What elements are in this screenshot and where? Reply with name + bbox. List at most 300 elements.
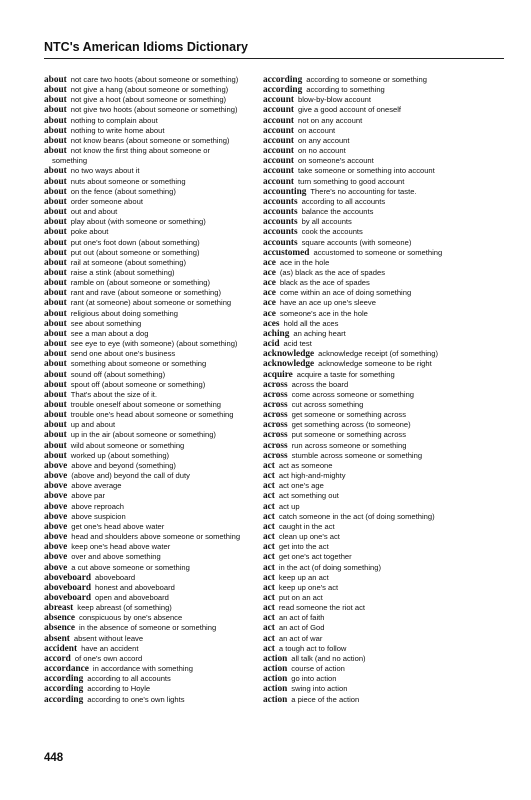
entry-keyword: act — [263, 643, 275, 654]
entry-row — [44, 278, 270, 288]
entry-phrase: rant (at someone) about someone or something — [70, 298, 232, 308]
entry-phrase: square accounts (with someone) — [301, 237, 412, 247]
entry-keyword: action — [263, 674, 288, 685]
entry-keyword: about — [44, 237, 67, 248]
entry-phrase: cut across something — [291, 400, 364, 409]
entry-row — [263, 380, 489, 390]
entry-phrase: all talk (and no action) — [291, 653, 366, 663]
entry-keyword: ace — [263, 308, 276, 319]
entry-keyword: absent — [44, 633, 70, 644]
entry-row — [44, 319, 270, 329]
entry-keyword: above — [44, 460, 68, 471]
entry-row — [44, 674, 270, 684]
entry-row — [263, 278, 489, 288]
right-column — [263, 75, 489, 705]
entry-keyword: about — [44, 389, 67, 400]
entry-keyword: according — [44, 684, 84, 695]
entry-row — [263, 481, 489, 491]
entry-keyword: about — [44, 217, 67, 228]
entry-phrase: put on an act — [278, 592, 323, 602]
entry-keyword: act — [263, 552, 275, 563]
entry-row — [44, 400, 270, 410]
entry-row — [44, 238, 270, 248]
entry-keyword: absence — [44, 613, 75, 624]
entry-row — [263, 674, 489, 684]
running-header: NTC's American Idioms Dictionary — [44, 40, 248, 54]
entry-keyword: account — [263, 125, 294, 136]
entry-keyword: action — [263, 694, 288, 705]
entry-keyword: about — [44, 328, 67, 339]
entry-row — [44, 603, 270, 613]
entry-phrase: swing into action — [291, 684, 348, 694]
entry-keyword: across — [263, 440, 288, 451]
entry-row — [263, 75, 489, 85]
entry-row — [44, 146, 270, 156]
page-number: 448 — [44, 752, 64, 764]
entry-row — [263, 105, 489, 115]
entry-phrase: rant and rave (about someone or something) — [70, 288, 222, 298]
entry-keyword: act — [263, 542, 275, 553]
entry-keyword: about — [44, 298, 67, 309]
entry-phrase: an aching heart — [293, 328, 346, 338]
entry-row — [44, 451, 270, 461]
entry-row — [44, 471, 270, 481]
entry-row — [263, 136, 489, 146]
entry-row — [263, 95, 489, 105]
entry-phrase: out and about — [70, 207, 118, 217]
entry-phrase: on account — [298, 125, 336, 135]
entry-row — [44, 248, 270, 258]
entry-phrase: give a good account of oneself — [298, 105, 402, 115]
entry-phrase: according to all accounts — [301, 196, 386, 206]
entry-phrase: a piece of the action — [291, 694, 360, 704]
entry-phrase: no two ways about it — [70, 166, 140, 176]
entry-keyword: above — [44, 532, 68, 543]
entry-phrase: hold all the aces — [283, 318, 339, 328]
entry-row — [44, 156, 270, 166]
entry-row — [44, 217, 270, 227]
entry-phrase: trouble one's head about someone or something — [70, 410, 234, 420]
entry-keyword: act — [263, 562, 275, 573]
entry-phrase: come across someone or something — [291, 389, 415, 399]
entry-phrase: acid test — [283, 339, 312, 349]
entry-phrase: according to Hoyle — [87, 684, 151, 694]
entry-keyword: about — [44, 247, 67, 258]
entry-row — [263, 613, 489, 623]
entry-phrase: have an accident — [81, 643, 139, 653]
entry-phrase: wild about someone or something — [70, 440, 185, 450]
entry-row — [263, 248, 489, 258]
entry-phrase: ace in the hole — [279, 257, 330, 267]
entry-keyword: act — [263, 623, 275, 634]
entry-keyword: about — [44, 75, 67, 85]
entry-phrase: blow-by-blow account — [298, 95, 372, 105]
entry-row — [263, 563, 489, 573]
entry-phrase: catch someone in the act (of doing something) — [278, 511, 435, 521]
entry-row — [44, 502, 270, 512]
entry-phrase: get someone or something across — [291, 410, 407, 420]
entry-keyword: account — [263, 95, 294, 106]
entry-row — [263, 207, 489, 217]
entry-keyword: according — [263, 75, 303, 85]
entry-keyword: about — [44, 339, 67, 350]
entry-row — [44, 329, 270, 339]
entry-phrase: act something out — [278, 491, 339, 501]
entry-phrase: cook the accounts — [301, 227, 363, 237]
entry-row — [44, 552, 270, 562]
entry-keyword: act — [263, 613, 275, 624]
entry-keyword: about — [44, 196, 67, 207]
entry-keyword: about — [44, 379, 67, 390]
entry-row — [263, 410, 489, 420]
entry-phrase: act one's age — [278, 481, 324, 491]
entry-phrase: act up — [278, 501, 300, 511]
entry-phrase: acknowledge someone to be right — [318, 359, 432, 369]
entry-phrase: acknowledge receipt (of something) — [318, 349, 439, 359]
entry-row — [44, 177, 270, 187]
entry-phrase: nothing to complain about — [70, 115, 158, 125]
entry-row — [263, 664, 489, 674]
entry-keyword: about — [44, 227, 67, 238]
entry-keyword: across — [263, 389, 288, 400]
entry-phrase: over and above something — [71, 552, 161, 562]
entry-phrase: nuts about someone or something — [70, 176, 186, 186]
entry-keyword: about — [44, 85, 67, 96]
entry-phrase: ramble on (about someone or something) — [70, 278, 211, 288]
entry-phrase: clean up one's act — [278, 532, 340, 542]
entry-row — [44, 593, 270, 603]
entry-keyword: about — [44, 318, 67, 329]
entry-phrase: take someone or something into account — [298, 166, 435, 176]
entry-keyword: above — [44, 491, 68, 502]
entry-phrase: in the absence of someone or something — [79, 623, 217, 633]
entry-keyword: act — [263, 521, 275, 532]
entry-keyword: aces — [263, 318, 280, 329]
entry-keyword: action — [263, 684, 288, 695]
entry-phrase: according to all accounts — [87, 674, 171, 684]
entry-phrase: send one about one's business — [70, 349, 176, 359]
entry-row — [263, 258, 489, 268]
entry-phrase: rail at someone (about something) — [70, 257, 186, 267]
entry-row — [263, 156, 489, 166]
entry-keyword: about — [44, 440, 67, 451]
entry-keyword: about — [44, 400, 67, 410]
entry-row — [44, 461, 270, 471]
entry-phrase: act high-and-mighty — [278, 471, 346, 481]
entry-keyword: according — [44, 674, 84, 685]
entry-keyword: aboveboard — [44, 572, 92, 583]
entry-keyword: accident — [44, 643, 78, 654]
entry-keyword: accounting — [263, 186, 307, 197]
entry-keyword: account — [263, 135, 294, 146]
entry-keyword: abreast — [44, 603, 74, 614]
entry-keyword: about — [44, 257, 67, 268]
entry-phrase: acquire a taste for something — [296, 369, 395, 379]
entry-row — [263, 217, 489, 227]
entry-phrase: That's about the size of it. — [70, 389, 158, 399]
entry-row — [263, 512, 489, 522]
entry-keyword: ace — [263, 278, 276, 289]
entry-phrase: spout off (about someone or something) — [70, 379, 206, 389]
entry-row — [263, 603, 489, 613]
entry-phrase: an act of war — [278, 633, 323, 643]
entry-row — [263, 593, 489, 603]
entry-phrase: on someone's account — [298, 156, 374, 166]
entry-keyword: account — [263, 115, 294, 126]
entry-keyword: act — [263, 471, 275, 482]
entry-keyword: accounts — [263, 217, 298, 228]
entry-keyword: across — [263, 379, 288, 390]
entry-keyword: act — [263, 603, 275, 614]
entry-phrase: a cut above someone or something — [71, 562, 190, 572]
entry-phrase: religious about doing something — [70, 308, 178, 318]
entry-row — [44, 85, 270, 95]
entry-keyword: account — [263, 176, 294, 187]
entry-phrase: on no account — [298, 146, 346, 156]
entry-keyword: act — [263, 582, 275, 593]
entry-row — [44, 258, 270, 268]
entry-phrase: an act of faith — [278, 613, 325, 623]
entry-phrase: put one's foot down (about something) — [70, 237, 200, 247]
entry-keyword: account — [263, 105, 294, 116]
entry-phrase: not give a hoot (about someone or something) — [70, 95, 227, 105]
entry-phrase: act as someone — [278, 460, 333, 470]
entry-keyword: act — [263, 572, 275, 583]
entry-phrase: something — [52, 156, 88, 166]
entry-keyword: account — [263, 156, 294, 167]
entry-row — [263, 309, 489, 319]
entry-phrase: up and about — [70, 420, 116, 430]
entry-row — [44, 430, 270, 440]
entry-phrase: come within an ace of doing something — [279, 288, 412, 298]
entry-keyword: according — [44, 694, 84, 705]
entry-phrase: see eye to eye (with someone) (about something) — [70, 339, 238, 349]
entry-row — [263, 85, 489, 95]
entry-keyword: above — [44, 501, 68, 512]
entry-keyword: above — [44, 521, 68, 532]
entry-row — [44, 644, 270, 654]
entry-keyword: accounts — [263, 227, 298, 238]
entry-row — [263, 532, 489, 542]
entry-row — [44, 441, 270, 451]
entry-keyword: act — [263, 532, 275, 543]
entry-phrase: black as the ace of spades — [279, 278, 370, 288]
entry-row — [263, 298, 489, 308]
entry-phrase: not on any account — [298, 115, 363, 125]
entry-phrase: according to one's own lights — [87, 694, 185, 704]
entry-phrase: turn something to good account — [298, 176, 405, 186]
entry-phrase: keep up one's act — [278, 582, 339, 592]
entry-keyword: about — [44, 166, 67, 177]
entry-keyword: across — [263, 420, 288, 431]
entry-phrase: There's no accounting for taste. — [310, 186, 417, 196]
entry-row — [263, 177, 489, 187]
entry-row — [263, 441, 489, 451]
entry-row — [263, 644, 489, 654]
entry-keyword: act — [263, 491, 275, 502]
entry-phrase: keep abreast (of something) — [77, 603, 172, 613]
entry-phrase: a tough act to follow — [278, 643, 347, 653]
entry-row — [44, 370, 270, 380]
entry-phrase: keep one's head above water — [71, 542, 171, 552]
entry-keyword: according — [263, 85, 303, 96]
entry-row — [44, 512, 270, 522]
entry-keyword: above — [44, 552, 68, 563]
entry-row — [44, 634, 270, 644]
entry-phrase: balance the accounts — [301, 207, 374, 217]
entry-keyword: action — [263, 653, 288, 664]
entry-keyword: about — [44, 95, 67, 106]
entry-row — [44, 116, 270, 126]
entry-keyword: about — [44, 125, 67, 136]
entry-row — [263, 197, 489, 207]
entry-phrase: see about something — [70, 318, 142, 328]
entry-row — [263, 451, 489, 461]
entry-row — [44, 227, 270, 237]
entry-row — [263, 634, 489, 644]
entry-phrase: conspicuous by one's absence — [79, 613, 183, 623]
entry-row — [44, 695, 270, 705]
entry-row — [263, 227, 489, 237]
entry-row — [44, 298, 270, 308]
entry-keyword: about — [44, 186, 67, 197]
entry-keyword: about — [44, 105, 67, 116]
entry-phrase: not know the first thing about someone or — [70, 146, 211, 156]
entry-phrase: according to someone or something — [306, 75, 427, 84]
entry-row — [263, 390, 489, 400]
entry-keyword: accustomed — [263, 247, 310, 258]
entry-keyword: above — [44, 542, 68, 553]
entry-row — [44, 359, 270, 369]
entry-keyword: about — [44, 349, 67, 360]
entry-phrase: above and beyond (something) — [71, 460, 176, 470]
entry-keyword: across — [263, 450, 288, 461]
entry-row — [263, 491, 489, 501]
entry-row — [44, 664, 270, 674]
entry-phrase: in accordance with something — [92, 664, 193, 674]
entry-phrase: in the act (of doing something) — [278, 562, 382, 572]
entry-keyword: about — [44, 308, 67, 319]
entry-row — [263, 288, 489, 298]
entry-phrase: absent without leave — [73, 633, 144, 643]
entry-row — [44, 491, 270, 501]
entry-phrase: (above and) beyond the call of duty — [71, 471, 190, 481]
entry-row — [44, 522, 270, 532]
entry-keyword: acid — [263, 339, 280, 350]
entry-phrase: get one's act together — [278, 552, 352, 562]
entry-row — [44, 654, 270, 664]
entry-phrase: not care two hoots (about someone or something) — [70, 75, 239, 84]
entry-row — [263, 329, 489, 339]
entry-phrase: above reproach — [71, 501, 125, 511]
entry-keyword: ace — [263, 288, 276, 299]
entry-phrase: an act of God — [278, 623, 325, 633]
entry-row — [263, 370, 489, 380]
entry-row — [263, 116, 489, 126]
entry-row — [263, 400, 489, 410]
entry-row — [44, 268, 270, 278]
entry-row — [263, 573, 489, 583]
entry-row — [44, 197, 270, 207]
entry-keyword: above — [44, 562, 68, 573]
entry-keyword: acknowledge — [263, 359, 315, 370]
entry-keyword: aboveboard — [44, 582, 92, 593]
entry-phrase: not give a hang (about someone or something) — [70, 85, 229, 95]
entry-phrase: have an ace up one's sleeve — [279, 298, 376, 308]
entry-keyword: act — [263, 511, 275, 522]
entry-phrase: caught in the act — [278, 521, 335, 531]
entry-phrase: someone's ace in the hole — [279, 308, 368, 318]
entry-keyword: above — [44, 471, 68, 482]
entry-phrase: honest and aboveboard — [95, 582, 175, 592]
entry-phrase: put someone or something across — [291, 430, 407, 440]
entry-keyword: about — [44, 146, 67, 157]
entry-row — [44, 105, 270, 115]
entry-row — [44, 542, 270, 552]
entry-row — [44, 380, 270, 390]
entry-row — [44, 481, 270, 491]
entry-row — [263, 471, 489, 481]
entry-phrase: get into the act — [278, 542, 329, 552]
entry-row — [44, 573, 270, 583]
entry-row — [263, 502, 489, 512]
entry-keyword: about — [44, 207, 67, 218]
entry-phrase: poke about — [70, 227, 109, 237]
entry-phrase: keep up an act — [278, 572, 329, 582]
entry-row — [263, 238, 489, 248]
entry-keyword: account — [263, 166, 294, 177]
entry-keyword: about — [44, 288, 67, 299]
entry-phrase: nothing to write home about — [70, 125, 165, 135]
entry-row — [263, 461, 489, 471]
entry-keyword: aboveboard — [44, 592, 92, 603]
entry-row — [263, 268, 489, 278]
entry-row — [263, 552, 489, 562]
entry-row — [44, 207, 270, 217]
entry-phrase: open and aboveboard — [95, 592, 169, 602]
entry-row — [44, 288, 270, 298]
entry-keyword: accounts — [263, 196, 298, 207]
entry-row — [44, 75, 270, 85]
entry-row — [44, 339, 270, 349]
entry-phrase: aboveboard — [95, 572, 136, 582]
entry-phrase: play about (with someone or something) — [70, 217, 206, 227]
entry-phrase: run across someone or something — [291, 440, 407, 450]
entry-row — [44, 583, 270, 593]
entry-keyword: acknowledge — [263, 349, 315, 360]
entry-phrase: above par — [71, 491, 106, 501]
entry-phrase: raise a stink (about something) — [70, 267, 175, 277]
entry-keyword: above — [44, 481, 68, 492]
entry-keyword: about — [44, 430, 67, 441]
entry-keyword: act — [263, 592, 275, 603]
entry-phrase: go into action — [291, 674, 337, 684]
entry-keyword: across — [263, 430, 288, 441]
entry-row — [44, 187, 270, 197]
entry-phrase: stumble across someone or something — [291, 450, 423, 460]
entry-phrase: of one's own accord — [74, 653, 143, 663]
entry-phrase: up in the air (about someone or something) — [70, 430, 216, 440]
entry-phrase: sound off (about something) — [70, 369, 166, 379]
entry-phrase: head and shoulders above someone or something — [71, 532, 241, 542]
entry-keyword: ace — [263, 257, 276, 268]
entry-row — [44, 563, 270, 573]
entry-row — [263, 420, 489, 430]
header-rule — [44, 58, 504, 59]
entry-keyword: act — [263, 481, 275, 492]
entry-phrase: on any account — [298, 135, 350, 145]
entry-row — [44, 410, 270, 420]
